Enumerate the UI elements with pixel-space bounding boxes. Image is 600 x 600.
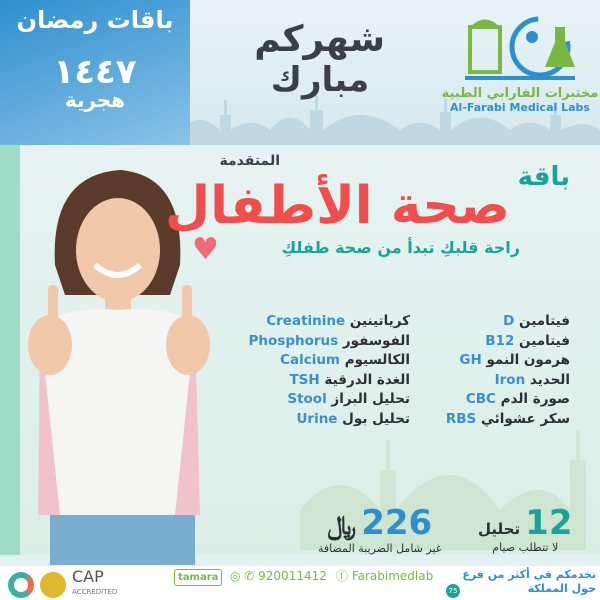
test-item (446, 390, 570, 410)
greeting-line1: شهركم (254, 19, 385, 60)
social-handle: Farabimedlab (351, 569, 434, 583)
test-name-ar: الكالسيوم (344, 352, 410, 369)
gold-seal-icon (40, 572, 66, 598)
cap-logo: CAP (72, 567, 104, 586)
tests-list-left (249, 312, 410, 430)
test-name-en: Stool (287, 391, 327, 408)
test-count-label: تحليل (478, 520, 521, 538)
test-name-en: GH (459, 352, 482, 369)
package-tagline: راحة قلبكِ تبدأ من صحة طفلكِ (281, 238, 520, 257)
test-item (446, 312, 570, 332)
test-item (446, 351, 570, 371)
test-count-block (478, 505, 573, 554)
test-name-en: RBS (445, 410, 477, 427)
test-item (249, 410, 410, 430)
test-item (249, 312, 410, 332)
test-name-en: CBC (465, 391, 496, 408)
test-count: 12 (525, 503, 573, 543)
branches-text: نخدمكم في أكثر من فرع حول المملكة (462, 568, 596, 595)
ramadan-title: باقات رمضان (16, 6, 174, 34)
hijri-year: ١٤٤٧ (53, 52, 137, 92)
whatsapp-phone[interactable]: ◎ ✆ 920011412 (230, 569, 327, 583)
accreditation-logo-icon (8, 572, 34, 598)
package-tier: المتقدمة (219, 153, 280, 169)
facebook-link[interactable]: ⓕ Farabimedlab (336, 569, 434, 583)
test-name-en: Iron (494, 371, 526, 388)
test-item (446, 332, 570, 352)
footer (0, 566, 600, 600)
test-name-ar: تحليل البراز (331, 391, 410, 408)
cap-accredited: ACCREDITED (72, 588, 118, 596)
test-name-ar: سكر عشوائي (480, 410, 570, 427)
fasting-note: لا تتطلب صيام (492, 541, 559, 554)
test-name-ar: فيتامين (519, 313, 570, 329)
test-name-ar: فيتامين (519, 332, 570, 349)
test-item (249, 351, 410, 371)
test-name-ar: كرياتينين (349, 313, 410, 329)
logo-name-en: Al-Farabi Medical Labs (450, 101, 590, 114)
test-item (446, 371, 570, 391)
hijri-label: هجرية (64, 88, 126, 112)
test-item (249, 332, 410, 352)
test-item (249, 371, 410, 391)
tamara-logo: tamara (174, 569, 222, 586)
test-name-en: Creatinine (266, 313, 346, 329)
ramadan-greeting (255, 20, 385, 100)
test-name-en: B12 (485, 332, 515, 349)
test-name-en: TSH (289, 371, 320, 388)
greeting-line2: مبارك (270, 60, 370, 100)
phone-number: 920011412 (258, 569, 327, 583)
test-name-ar: الفوسفور (342, 332, 410, 349)
test-name-ar: تحليل بول (342, 410, 410, 427)
test-item (446, 410, 570, 430)
ramadan-badge (0, 0, 190, 150)
test-name-ar: الغدة الدرقية (324, 371, 410, 388)
package-title (165, 152, 570, 262)
test-name-en: Calcium (280, 352, 340, 369)
test-name-ar: صورة الدم (500, 391, 570, 408)
logo-name-ar: مختبرات الفارابي الطبية (441, 86, 599, 101)
lab-logo (440, 12, 600, 132)
price-block (318, 505, 442, 555)
price-note: غير شامل الضريبة المضافة (318, 542, 442, 555)
test-name-en: D (503, 313, 515, 329)
branch-count-badge: 75 (446, 584, 460, 598)
package-name: صحة الأطفال (165, 176, 510, 236)
currency-icon: ﷼ (327, 511, 357, 541)
test-name-ar: هرمون النمو (486, 352, 570, 369)
test-item (249, 390, 410, 410)
test-name-ar: الحديد (529, 371, 570, 388)
test-name-en: Urine (296, 410, 338, 427)
heart-icon: ♥ (192, 232, 219, 267)
test-name-en: Phosphorus (248, 332, 339, 349)
package-prefix: باقة (517, 162, 570, 192)
tests-list-right (446, 312, 570, 430)
logo-mark-icon (460, 12, 580, 82)
price-value: 226 (361, 503, 433, 543)
